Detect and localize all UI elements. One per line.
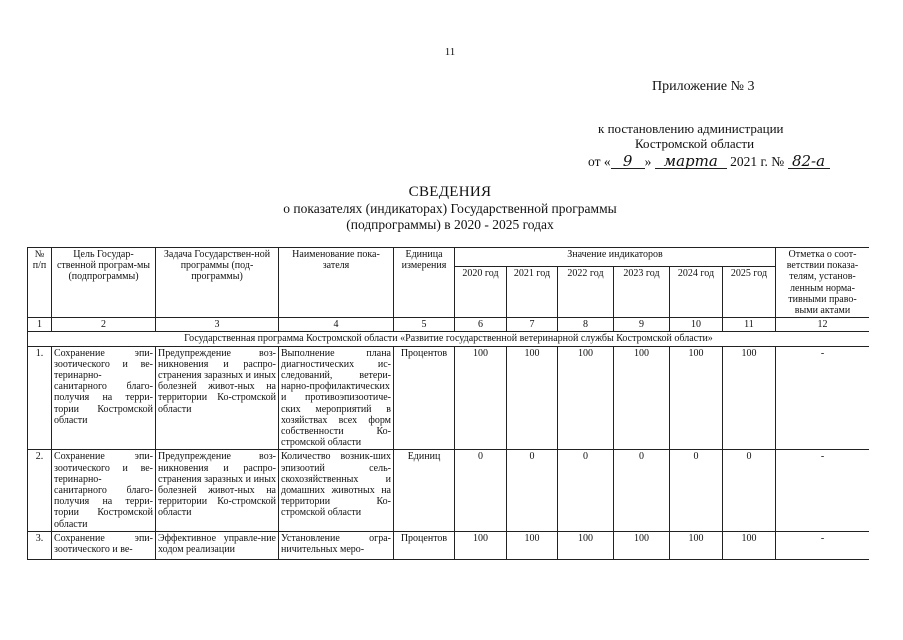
document-subtitle-period: (подпрограммы) в 2020 - 2025 годах: [346, 217, 554, 232]
row-value-2021: 100: [507, 346, 558, 450]
table-row: [28, 531, 870, 559]
row-value-2021: 0: [507, 450, 558, 531]
column-number: 9: [614, 318, 670, 332]
row-number: 3.: [28, 531, 52, 559]
row-indicator: Установление огра-ничительных меро-: [279, 531, 394, 559]
indicators-table-container: [27, 247, 869, 640]
program-title-row: [28, 332, 870, 346]
header-year: 2025 год: [723, 266, 776, 318]
header-num: № п/п: [28, 248, 52, 318]
row-unit: Процентов: [394, 346, 455, 450]
row-value-2023: 100: [614, 346, 670, 450]
column-number: 7: [507, 318, 558, 332]
date-prefix: от «: [588, 154, 611, 169]
row-unit: Процентов: [394, 531, 455, 559]
program-title: Государственная программа Костромской области «Развитие государственной ветеринарной службы Костромской области»: [28, 332, 870, 346]
appendix-title: Приложение № 3: [652, 79, 755, 94]
decree-date-line: [588, 154, 830, 170]
indicators-table: [27, 247, 869, 560]
header-unit: Единица измерения: [394, 248, 455, 318]
column-number: 12: [776, 318, 870, 332]
table-row: [28, 450, 870, 531]
row-task: Предупреждение воз-никновения и распро-странения заразных и иных болезней живот-ных на территории Ко-стромской области: [156, 346, 279, 450]
row-value-2020: 100: [455, 531, 507, 559]
date-month: марта: [655, 154, 727, 169]
row-goal: Сохранение эпи-зоотического и ве-теринарно-санитарного благо-получия на терри-тории Костромской области: [52, 450, 156, 531]
row-value-2020: 100: [455, 346, 507, 450]
table-row: [28, 346, 870, 450]
header-note: Отметка о соот-ветствии показа-телям, установ-ленным норма-тивными право-выми актами: [776, 248, 870, 318]
row-indicator: Выполнение плана диагностических ис-следований, ветери-нарно-профилактических и противоэпизоотиче-ских мероприятий в хозяйствах всех форм собственности Ко-стромской области: [279, 346, 394, 450]
header-year: 2024 год: [670, 266, 723, 318]
header-goal: Цель Государ-ственной програм-мы (подпрограммы): [52, 248, 156, 318]
row-unit: Единиц: [394, 450, 455, 531]
column-number: 5: [394, 318, 455, 332]
row-value-2025: 0: [723, 450, 776, 531]
header-year: 2022 год: [558, 266, 614, 318]
column-number: 1: [28, 318, 52, 332]
column-number: 11: [723, 318, 776, 332]
column-number: 8: [558, 318, 614, 332]
row-goal: Сохранение эпи-зоотического и ве-теринарно-санитарного благо-получия на терри-тории Костромской области: [52, 346, 156, 450]
date-day: 9: [611, 154, 645, 169]
document-title: СВЕДЕНИЯ: [408, 184, 492, 200]
row-value-2024: 0: [670, 450, 723, 531]
row-task: Предупреждение воз-никновения и распро-странения заразных и иных болезней живот-ных на территории Ко-стромской области: [156, 450, 279, 531]
header-task: Задача Государствен-ной программы (под-программы): [156, 248, 279, 318]
row-value-2024: 100: [670, 346, 723, 450]
row-value-2025: 100: [723, 531, 776, 559]
row-indicator: Количество возник-ших эпизоотий сель-скохозяйственных и домашних животных на территории Ко-стромской области: [279, 450, 394, 531]
table-header-row: [28, 248, 870, 267]
header-year: 2020 год: [455, 266, 507, 318]
row-note: -: [776, 531, 870, 559]
row-note: -: [776, 346, 870, 450]
page-number: 11: [444, 46, 456, 58]
row-task: Эффективное управле-ние ходом реализации: [156, 531, 279, 559]
column-number: 10: [670, 318, 723, 332]
document-subtitle: о показателях (индикаторах) Государственной программы: [283, 201, 617, 216]
date-year: 2021 г. №: [730, 154, 785, 169]
row-value-2022: 100: [558, 531, 614, 559]
decree-reference-line: к постановлению администрации: [598, 121, 784, 136]
column-number: 4: [279, 318, 394, 332]
header-values-group: Значение индикаторов: [455, 248, 776, 267]
decree-region-line: Костромской области: [635, 136, 755, 151]
row-value-2023: 100: [614, 531, 670, 559]
date-separator: »: [644, 154, 652, 169]
row-value-2022: 0: [558, 450, 614, 531]
column-number: 2: [52, 318, 156, 332]
row-value-2024: 100: [670, 531, 723, 559]
row-value-2023: 0: [614, 450, 670, 531]
column-number: 3: [156, 318, 279, 332]
column-number: 6: [455, 318, 507, 332]
row-number: 1.: [28, 346, 52, 450]
header-indicator: Наименование пока-зателя: [279, 248, 394, 318]
header-year: 2023 год: [614, 266, 670, 318]
row-value-2025: 100: [723, 346, 776, 450]
row-goal: Сохранение эпи-зоотического и ве-: [52, 531, 156, 559]
row-value-2020: 0: [455, 450, 507, 531]
row-note: -: [776, 450, 870, 531]
row-value-2022: 100: [558, 346, 614, 450]
column-numbers-row: [28, 318, 870, 332]
header-year: 2021 год: [507, 266, 558, 318]
row-value-2021: 100: [507, 531, 558, 559]
row-number: 2.: [28, 450, 52, 531]
decree-number: 82-а: [788, 154, 830, 169]
